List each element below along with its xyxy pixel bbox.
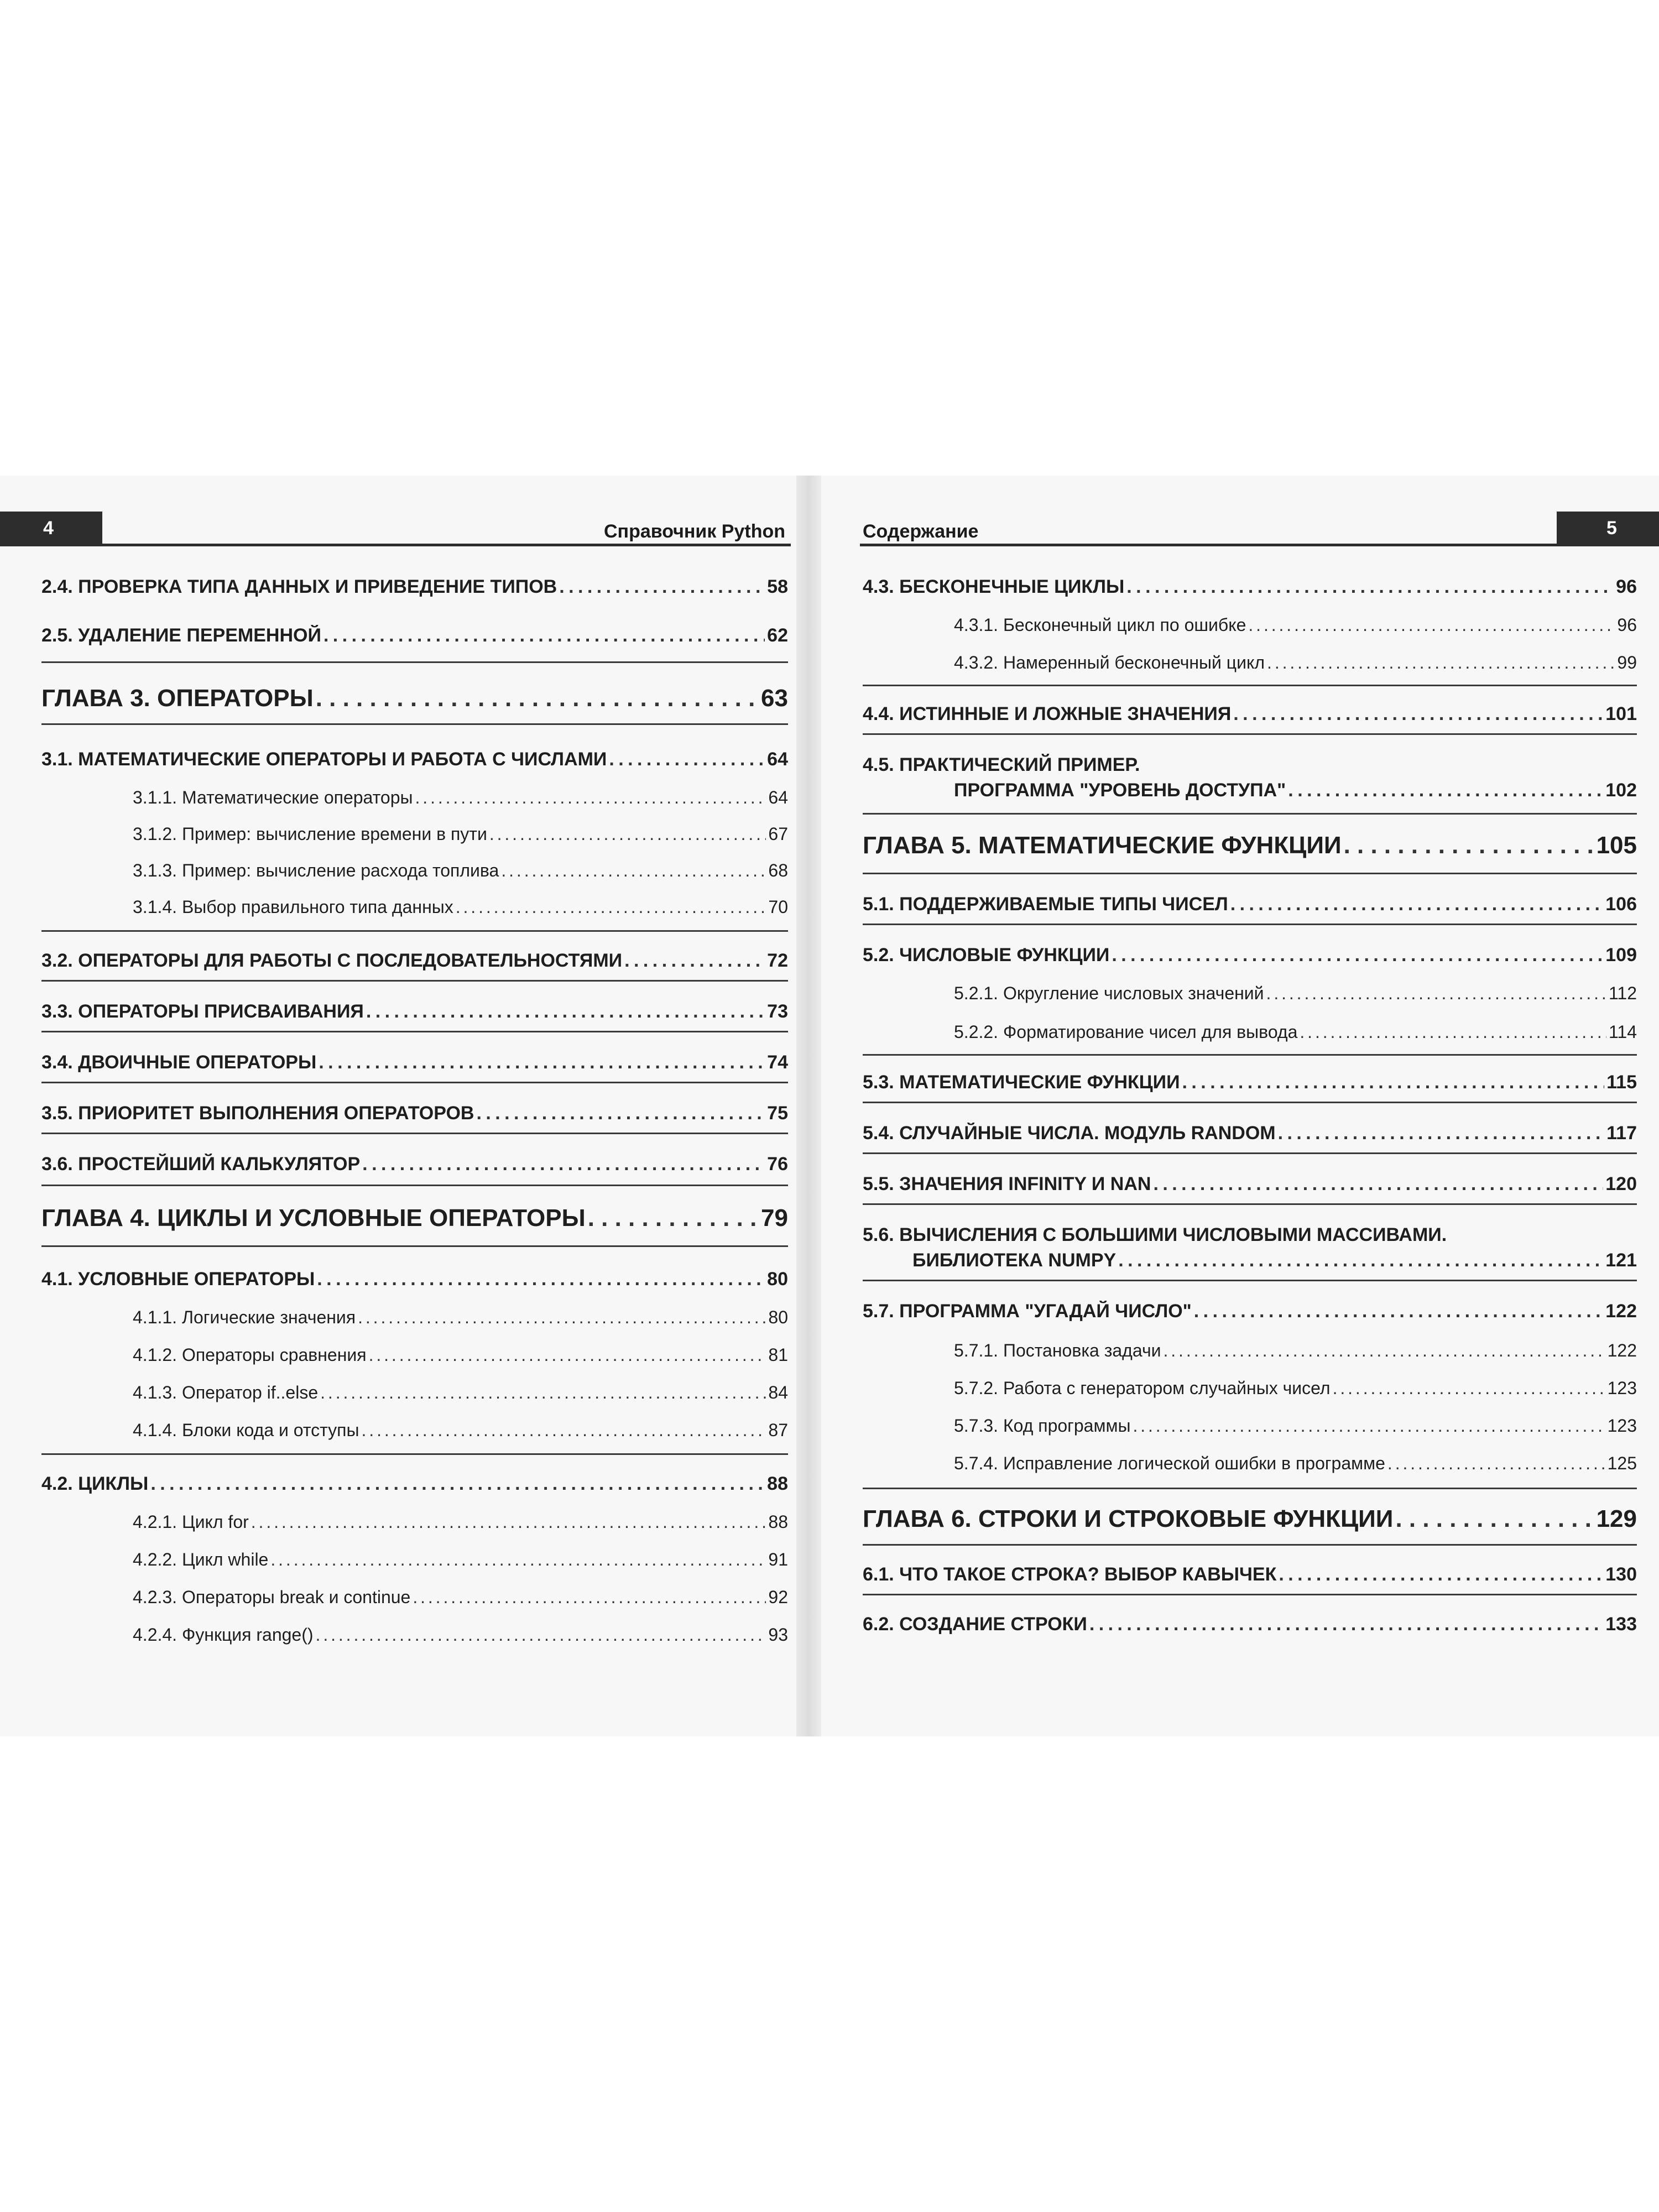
- right-page: [821, 476, 1659, 1736]
- toc-section-entry: 4.1. УСЛОВНЫЕ ОПЕРАТОРЫ . . . 80: [41, 1269, 788, 1290]
- divider: [41, 1185, 788, 1186]
- toc-subsection-entry: 5.7.1. Постановка задачи . . . 122: [863, 1340, 1637, 1361]
- divider: [863, 813, 1637, 815]
- toc-section-entry: 5.7. ПРОГРАММА "УГАДАЙ ЧИСЛО" . . . 122: [863, 1301, 1637, 1322]
- divider: [863, 1203, 1637, 1205]
- toc-section-entry: 4.4. ИСТИННЫЕ И ЛОЖНЫЕ ЗНАЧЕНИЯ . . . 101: [863, 703, 1637, 725]
- divider: [41, 980, 788, 982]
- header-rule: [0, 544, 791, 546]
- toc-section-entry: 5.4. СЛУЧАЙНЫЕ ЧИСЛА. МОДУЛЬ RANDOM . . . 117: [863, 1123, 1637, 1144]
- toc-subsection-entry: 5.7.3. Код программы . . . 123: [863, 1416, 1637, 1436]
- toc-subsection-entry: 3.1.3. Пример: вычисление расхода топлива . . . 68: [41, 860, 788, 881]
- toc-subsection-entry: 4.1.4. Блоки кода и отступы . . . 87: [41, 1420, 788, 1441]
- divider: [863, 1054, 1637, 1056]
- toc-subsection-entry: 4.1.3. Оператор if..else . . . 84: [41, 1383, 788, 1403]
- toc-subsection-entry: 4.2.4. Функция range() . . . 93: [41, 1625, 788, 1645]
- divider: [41, 1133, 788, 1134]
- toc-chapter-entry: ГЛАВА 4. ЦИКЛЫ И УСЛОВНЫЕ ОПЕРАТОРЫ . . . 79: [41, 1204, 788, 1232]
- divider: [41, 1031, 788, 1032]
- divider: [863, 1488, 1637, 1489]
- toc-section-entry: 6.1. ЧТО ТАКОЕ СТРОКА? ВЫБОР КАВЫЧЕК . . . 130: [863, 1564, 1637, 1585]
- toc-section-entry-continuation: ПРОГРАММА "УРОВЕНЬ ДОСТУПА" . . . 102: [954, 780, 1637, 801]
- toc-subsection-entry: 5.2.1. Округление числовых значений . . . 112: [863, 983, 1637, 1004]
- divider: [863, 1544, 1637, 1546]
- toc-section-entry-continuation: БИБЛИОТЕКА NUMPY . . . 121: [912, 1250, 1637, 1271]
- toc-section-entry: 3.5. ПРИОРИТЕТ ВЫПОЛНЕНИЯ ОПЕРАТОРОВ . . . 75: [41, 1103, 788, 1124]
- toc-section-entry: 5.2. ЧИСЛОВЫЕ ФУНКЦИИ . . . 109: [863, 945, 1637, 966]
- toc-section-entry: 3.3. ОПЕРАТОРЫ ПРИСВАИВАНИЯ . . . 73: [41, 1001, 788, 1022]
- toc-subsection-entry: 5.7.2. Работа с генератором случайных чисел . . . 123: [863, 1378, 1637, 1399]
- toc-section-entry: 6.2. СОЗДАНИЕ СТРОКИ . . . 133: [863, 1614, 1637, 1635]
- toc-section-entry: 4.5. ПРАКТИЧЕСКИЙ ПРИМЕР.: [863, 754, 1140, 775]
- page-number: 4: [0, 512, 102, 545]
- toc-chapter-entry: ГЛАВА 6. СТРОКИ И СТРОКОВЫЕ ФУНКЦИИ . . . 129: [863, 1505, 1637, 1533]
- toc-subsection-entry: 4.1.2. Операторы сравнения . . . 81: [41, 1345, 788, 1365]
- toc-subsection-entry: 3.1.4. Выбор правильного типа данных . . . 70: [41, 897, 788, 917]
- divider: [41, 723, 788, 725]
- divider: [863, 733, 1637, 735]
- divider: [41, 1453, 788, 1455]
- toc-subsection-entry: 3.1.1. Математические операторы . . . 64: [41, 787, 788, 808]
- toc-section-entry: 4.3. БЕСКОНЕЧНЫЕ ЦИКЛЫ . . . 96: [863, 576, 1637, 598]
- divider: [863, 1102, 1637, 1103]
- divider: [41, 930, 788, 932]
- divider: [41, 661, 788, 663]
- toc-section-entry: 5.3. МАТЕМАТИЧЕСКИЕ ФУНКЦИИ . . . 115: [863, 1072, 1637, 1093]
- page-header: [0, 476, 796, 542]
- book-gutter: [796, 476, 821, 1736]
- toc-subsection-entry: 4.2.2. Цикл while . . . 91: [41, 1550, 788, 1570]
- toc-subsection-entry: 4.2.3. Операторы break и continue . . . 92: [41, 1587, 788, 1608]
- divider: [863, 1594, 1637, 1595]
- toc-subsection-entry: 3.1.2. Пример: вычисление времени в пути . . . 67: [41, 824, 788, 844]
- page-number: 5: [1557, 512, 1659, 545]
- divider: [41, 1082, 788, 1083]
- toc-subsection-entry: 4.1.1. Логические значения . . . 80: [41, 1307, 788, 1328]
- divider: [41, 1245, 788, 1247]
- toc-chapter-entry: ГЛАВА 3. ОПЕРАТОРЫ . . . 63: [41, 685, 788, 712]
- running-title: Содержание: [863, 521, 979, 542]
- page-header: [821, 476, 1659, 542]
- divider: [863, 1152, 1637, 1154]
- left-page: [0, 476, 796, 1736]
- toc-subsection-entry: 5.2.2. Форматирование чисел для вывода . . . 114: [863, 1022, 1637, 1042]
- toc-section-entry: 3.4. ДВОИЧНЫЕ ОПЕРАТОРЫ . . . 74: [41, 1052, 788, 1073]
- divider: [863, 924, 1637, 925]
- header-rule: [860, 544, 1659, 546]
- running-title: Справочник Python: [604, 521, 785, 542]
- divider: [863, 685, 1637, 686]
- toc-section-entry: 4.2. ЦИКЛЫ . . . 88: [41, 1473, 788, 1495]
- toc-chapter-entry: ГЛАВА 5. МАТЕМАТИЧЕСКИЕ ФУНКЦИИ . . . 105: [863, 832, 1637, 859]
- toc-subsection-entry: 4.3.1. Бесконечный цикл по ошибке . . . 96: [863, 615, 1637, 635]
- toc-section-entry: 5.6. ВЫЧИСЛЕНИЯ С БОЛЬШИМИ ЧИСЛОВЫМИ МАССИВАМИ.: [863, 1224, 1447, 1245]
- toc-section-entry: 2.4. ПРОВЕРКА ТИПА ДАННЫХ И ПРИВЕДЕНИЕ ТИПОВ . . . 58: [41, 576, 788, 598]
- toc-subsection-entry: 4.2.1. Цикл for . . . 88: [41, 1512, 788, 1532]
- divider: [863, 1280, 1637, 1281]
- toc-section-entry: 3.2. ОПЕРАТОРЫ ДЛЯ РАБОТЫ С ПОСЛЕДОВАТЕЛЬНОСТЯМИ . . . 72: [41, 950, 788, 972]
- toc-section-entry: 3.1. МАТЕМАТИЧЕСКИЕ ОПЕРАТОРЫ И РАБОТА С ЧИСЛАМИ . . . 64: [41, 749, 788, 770]
- toc-subsection-entry: 5.7.4. Исправление логической ошибки в программе . . . 125: [863, 1453, 1637, 1474]
- toc-section-entry: 5.1. ПОДДЕРЖИВАЕМЫЕ ТИПЫ ЧИСЕЛ . . . 106: [863, 894, 1637, 915]
- toc-section-entry: 5.5. ЗНАЧЕНИЯ INFINITY И NAN . . . 120: [863, 1173, 1637, 1195]
- toc-subsection-entry: 4.3.2. Намеренный бесконечный цикл . . . 99: [863, 653, 1637, 673]
- toc-section-entry: 2.5. УДАЛЕНИЕ ПЕРЕМЕННОЙ . . . 62: [41, 625, 788, 646]
- toc-section-entry: 3.6. ПРОСТЕЙШИЙ КАЛЬКУЛЯТОР . . . 76: [41, 1154, 788, 1175]
- divider: [863, 873, 1637, 874]
